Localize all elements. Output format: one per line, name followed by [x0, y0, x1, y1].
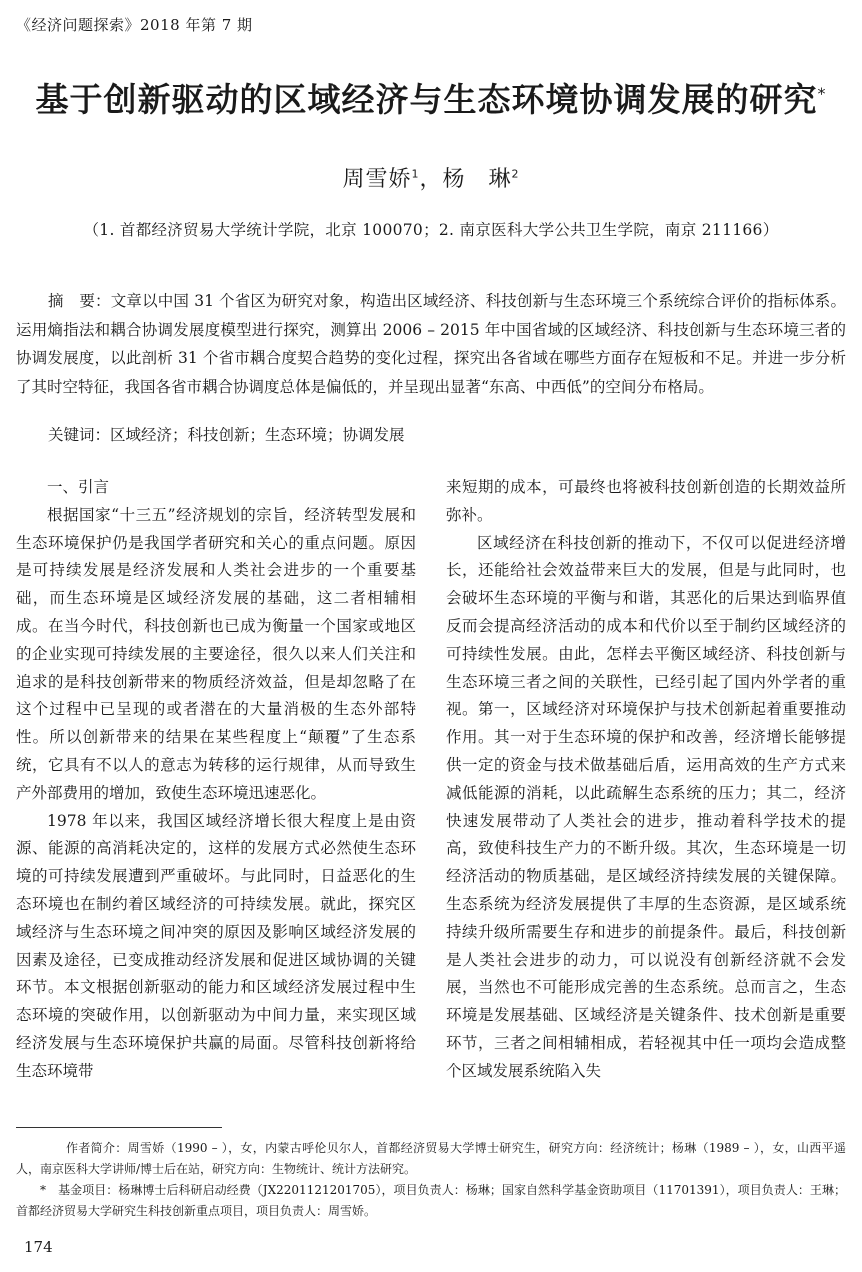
- author-affil-mark: 1: [411, 167, 420, 181]
- author-name: 周雪娇: [342, 167, 412, 192]
- body-paragraph: 根据国家“十三五”经济规划的宗旨，经济转型发展和生态环境保护仍是我国学者研究和关心的重点问题。原因是可持续发展是经济发展和人类社会进步的一个重要基础，而生态环境是区域经济发展的基础，这二者相辅相成。在当今时代，科技创新也已成为衡量一个国家或地区的企业实现可持续发展的主要途径，很久以来人们关注和追求的是科技创新带来的物质经济效益，但是却忽略了在这个过程中已呈现的或者潜在的大量消极的生态外部特性。所以创新带来的结果在某些程度上“颠覆”了生态系统，它具有不以人的意志为转移的运行规律，从而导致生产外部费用的增加，致使生态环境迅速恶化。: [16, 505, 416, 802]
- keywords: 关键词：区域经济；科技创新；生态环境；协调发展: [48, 426, 405, 444]
- body-paragraph: 来短期的成本，可最终也将被科技创新创造的长期效益所弥补。: [446, 478, 846, 524]
- author-name: 杨 琳: [442, 167, 512, 192]
- author-separator: ，: [419, 167, 443, 192]
- section-heading: 一、引言: [47, 478, 110, 496]
- title-footnote-mark: *: [817, 84, 827, 103]
- body-paragraph: 1978 年以来，我国区域经济增长很大程度上是由资源、能源的高消耗决定的，这样的发展方式必然使生态环境的可持续发展遭到严重破坏。与此同时，日益恶化的生态环境也在制约着区域经济的可持续发展。就此，探究区域经济与生态环境之间冲突的原因及影响区域经济发展的因素及途径，已变成推动经济发展和促进区域协调的关键环节。本文根据创新驱动的能力和区域经济发展过程中生态环境的突破作用，以创新驱动为中间力量，来实现区域经济发展与生态环境保护共赢的局面。尽管科技创新将给生态环境带: [16, 811, 416, 1080]
- footnotes: [16, 1138, 846, 1222]
- author-line: [0, 162, 862, 193]
- footnote-funding: * 基金项目：杨琳博士后科研启动经费（JX2201121201705），项目负责人：杨琳；国家自然科学基金资助项目（11701391），项目负责人：王琳；首都经济贸易大学研究生科技创新重点项目，项目负责人：周雪娇。: [16, 1183, 846, 1218]
- abstract-text: 摘 要：文章以中国 31 个省区为研究对象，构造出区域经济、科技创新与生态环境三个系统综合评价的指标体系。运用熵指法和耦合协调发展度模型进行探究，测算出 2006 – 2015 年中国省域的区域经济、科技创新与生态环境三者的协调发展度，以此剖析 31 个省市耦合度契合趋势的变化过程，探究出各省域在哪些方面存在短板和不足。并进一步分析了其时空特征，我国各省市耦合协调度总体是偏低的，并呈现出显著“东高、中西低”的空间分布格局。: [16, 292, 846, 396]
- right-column: [446, 474, 846, 1086]
- paper-title-text: 基于创新驱动的区域经济与生态环境协调发展的研究: [35, 80, 818, 119]
- author-affil-mark: 2: [511, 167, 520, 181]
- abstract: [16, 287, 846, 401]
- paper-title: [0, 74, 862, 121]
- body-paragraph: 区域经济在科技创新的推动下，不仅可以促进经济增长，还能给社会效益带来巨大的发展，但是与此同时，也会破坏生态环境的平衡与和谐，其恶化的后果达到临界值反而会提高经济活动的成本和代价以至于制约区域经济的可持续性发展。由此，怎样去平衡区域经济、科技创新与生态环境三者之间的关联性，已经引起了国内外学者的重视。第一，区域经济对环境保护与技术创新起着重要推动作用。其一对于生态环境的保护和改善，经济增长能够提供一定的资金与技术做基础后盾，运用高效的生产方式来减低能源的消耗，以此疏解生态系统的压力；其二，经济快速发展带动了人类社会的进步，推动着科学技术的提高，致使科技生产力的不断升级。其次，生态环境是一切经济活动的物质基础，是区域经济持续发展的关键保障。生态系统为经济发展提供了丰厚的生态资源，是区域系统持续升级所需要生存和进步的前提条件。最后，科技创新是人类社会进步的动力，可以说没有创新经济就不会发展，当然也不可能形成完善的生态系统。总而言之，生态环境是发展基础、区域经济是关键条件、技术创新是重要环节，三者之间相辅相成，若轻视其中任一项均会造成整个区域发展系统陷入失: [446, 533, 846, 1080]
- footnote-author-bio: 作者简介：周雪娇（1990 – ），女，内蒙古呼伦贝尔人，首都经济贸易大学博士研究生，研究方向：经济统计；杨琳（1989 – ），女，山西平遥人，南京医科大学讲师/博士后在站，研究方向：生物统计、统计方法研究。: [16, 1141, 846, 1176]
- journal-header: 《经济问题探索》2018 年第 7 期: [16, 16, 253, 34]
- page-number: 174: [24, 1238, 53, 1256]
- left-column: [16, 474, 416, 1086]
- footnote-divider: [16, 1127, 222, 1128]
- affiliation: （1. 首都经济贸易大学统计学院，北京 100070；2. 南京医科大学公共卫生学院，南京 211166）: [83, 221, 779, 239]
